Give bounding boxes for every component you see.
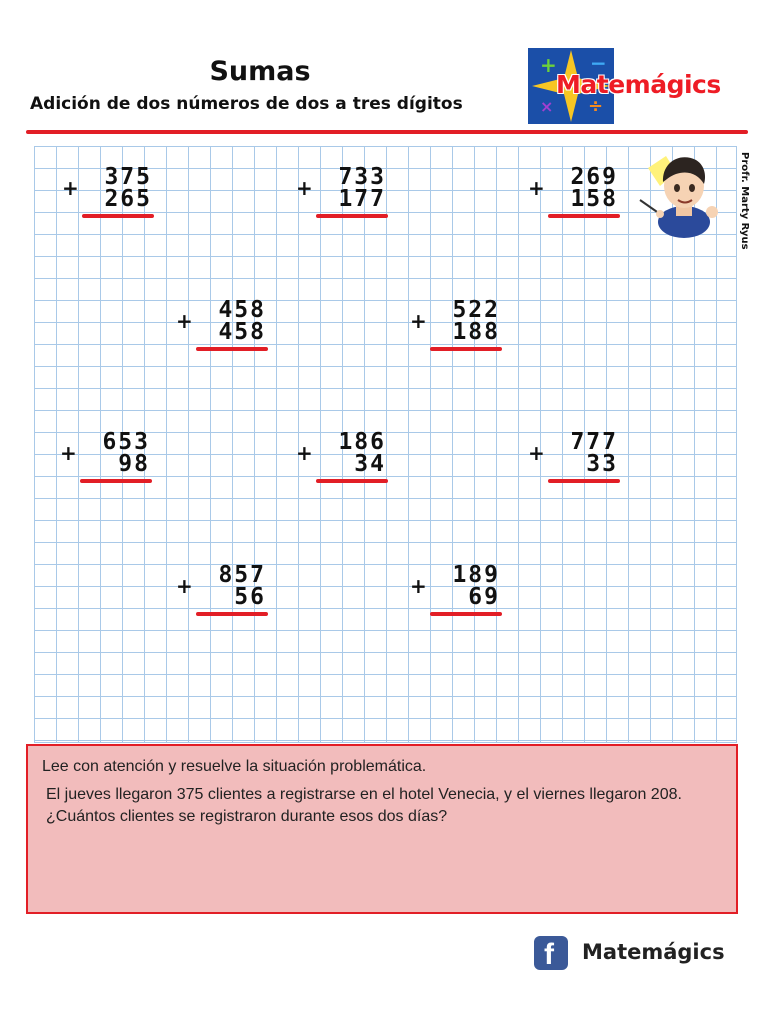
plus-sign: + [296, 176, 313, 200]
svg-text:×: × [540, 97, 554, 116]
svg-text:+: + [540, 53, 557, 77]
addition-problem-3 [528, 166, 638, 226]
addend-bottom: 69 [468, 584, 500, 610]
addition-problem-2 [296, 166, 406, 226]
sum-underline [316, 479, 388, 483]
addend-bottom: 265 [104, 186, 152, 212]
plus-sign: + [410, 574, 427, 598]
addend-top: 186 [338, 429, 386, 455]
plus-sign: + [62, 176, 79, 200]
addend-bottom: 34 [354, 451, 386, 477]
word-problem-instruction: Lee con atención y resuelve la situación problemática. [42, 758, 427, 775]
sum-underline [196, 347, 268, 351]
word-problem-box [26, 744, 738, 914]
teacher-illustration [636, 148, 726, 240]
plus-sign: + [176, 574, 193, 598]
addend-bottom: 458 [218, 319, 266, 345]
addition-problem-5 [410, 299, 520, 359]
addend-top: 269 [570, 164, 618, 190]
addend-bottom: 177 [338, 186, 386, 212]
addend-top: 733 [338, 164, 386, 190]
addend-bottom: 33 [586, 451, 618, 477]
sum-underline [80, 479, 152, 483]
plus-sign: + [60, 441, 77, 465]
addend-top: 857 [218, 562, 266, 588]
sum-underline [548, 479, 620, 483]
addition-problem-6 [60, 431, 170, 491]
sum-underline [430, 612, 502, 616]
logo-wordmark: Matemágics [556, 70, 721, 99]
addition-problem-9 [176, 564, 286, 624]
sum-underline [548, 214, 620, 218]
addition-problem-1 [62, 166, 172, 226]
addend-bottom: 56 [234, 584, 266, 610]
author-credit [736, 152, 752, 262]
addend-top: 458 [218, 297, 266, 323]
addition-problem-8 [528, 431, 638, 491]
addend-top: 522 [452, 297, 500, 323]
sum-underline [430, 347, 502, 351]
page-subtitle: Adición de dos números de dos a tres dígitos [30, 94, 463, 114]
addend-top: 777 [570, 429, 618, 455]
svg-text:−: − [590, 51, 607, 75]
plus-sign: + [410, 309, 427, 333]
teacher-cartoon-icon [636, 148, 726, 240]
plus-sign: + [176, 309, 193, 333]
addition-problem-10 [410, 564, 520, 624]
addend-top: 653 [102, 429, 150, 455]
plus-sign: + [296, 441, 313, 465]
header-divider [26, 130, 748, 134]
addend-bottom: 98 [118, 451, 150, 477]
author-credit-text: Profr. Marty Ryus [739, 152, 750, 250]
plus-sign: + [528, 441, 545, 465]
facebook-icon[interactable]: f [534, 936, 568, 970]
word-problem-text: El jueves llegaron 375 clientes a registrarse en el hotel Venecia, y el viernes llegaron 208. ¿Cuántos clientes se registraron durante esos dos días? [46, 786, 682, 825]
addend-top: 189 [452, 562, 500, 588]
svg-text:÷: ÷ [588, 96, 604, 117]
addend-bottom: 188 [452, 319, 500, 345]
addition-problem-7 [296, 431, 406, 491]
plus-sign: + [528, 176, 545, 200]
sum-underline [196, 612, 268, 616]
facebook-page-label[interactable]: Matemágics [582, 940, 725, 964]
addend-top: 375 [104, 164, 152, 190]
sum-underline [82, 214, 154, 218]
page-title: Sumas [209, 56, 311, 87]
sum-underline [316, 214, 388, 218]
addition-problem-4 [176, 299, 286, 359]
addend-bottom: 158 [570, 186, 618, 212]
